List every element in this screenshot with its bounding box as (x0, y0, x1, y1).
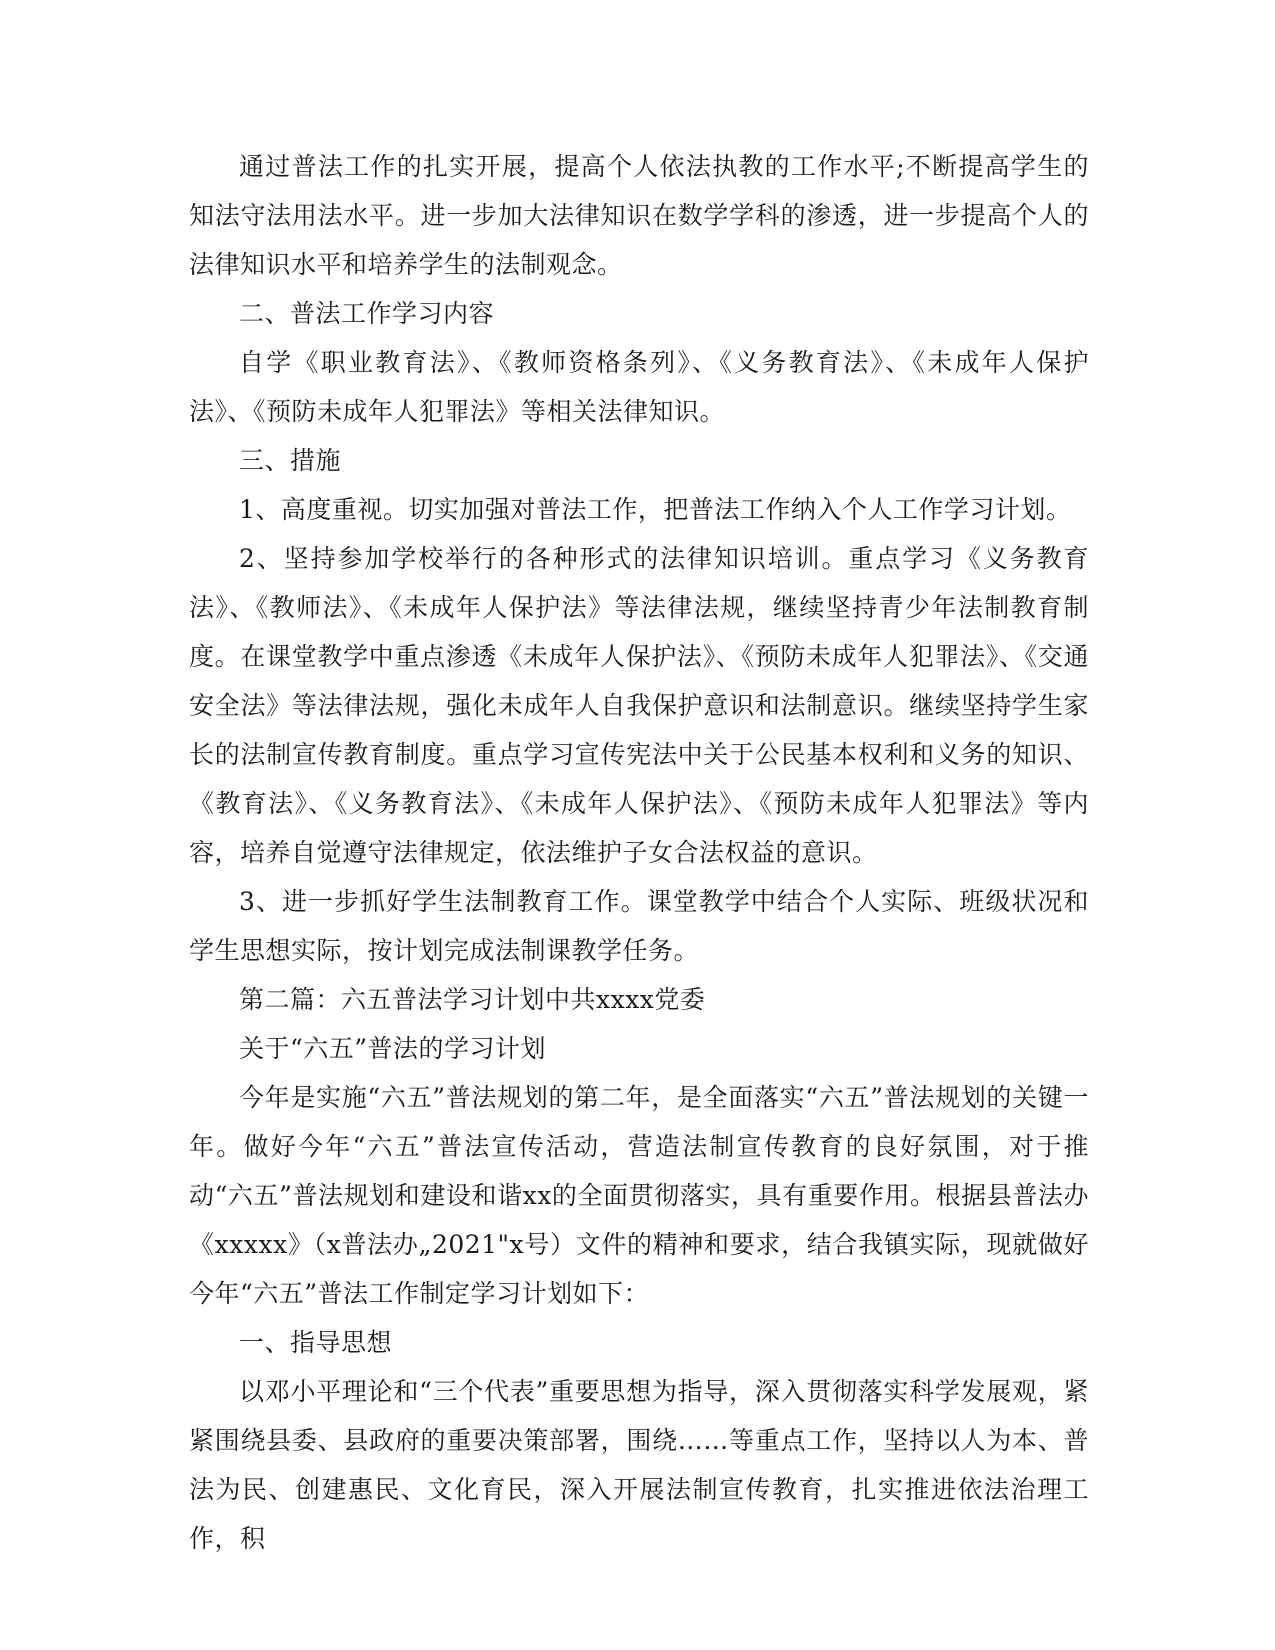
paragraph-guiding-ideology: 以邓小平理论和“三个代表”重要思想为指导，深入贯彻落实科学发展观，紧紧围绕县委、县政府的重要决策部署，围绕……等重点工作，坚持以人为本、普法为民、创建惠民、文化育民，深入开展法制宣传教育，扎实推进依法治理工作，积 (189, 1377, 1089, 1553)
paragraph-goal: 通过普法工作的扎实开展，提高个人依法执教的工作水平;不断提高学生的知法守法用法水平。进一步加大法律知识在数学学科的渗透，进一步提高个人的法律知识水平和培养学生的法制观念。 (189, 152, 1089, 279)
heading-guiding-ideology: 一、指导思想 (239, 1328, 393, 1357)
document-body (189, 142, 1089, 1563)
plan-title: 关于“六五”普法的学习计划 (239, 1034, 547, 1063)
paragraph-measure-3: 3、进一步抓好学生法制教育工作。课堂教学中结合个人实际、班级状况和学生思想实际，按计划完成法制课教学任务。 (189, 887, 1089, 965)
heading-study-content: 二、普法工作学习内容 (239, 299, 495, 328)
paragraph-study-content: 自学《职业教育法》、《教师资格条列》、《义务教育法》、《未成年人保护法》、《预防未成年人犯罪法》等相关法律知识。 (189, 348, 1089, 426)
paragraph-intro: 今年是实施“六五”普法规划的第二年，是全面落实“六五”普法规划的关键一年。做好今年“六五”普法宣传活动，营造法制宣传教育的良好氛围，对于推动“六五”普法规划和建设和谐xx的全面贯彻落实，具有重要作用。根据县普法办《xxxxx》（x普法办„2021"x号）文件的精神和要求，结合我镇实际，现就做好今年“六五”普法工作制定学习计划如下： (189, 1083, 1089, 1308)
section-title: 第二篇：六五普法学习计划中共xxxx党委 (239, 985, 706, 1014)
paragraph-measure-2: 2、坚持参加学校举行的各种形式的法律知识培训。重点学习《义务教育法》、《教师法》、《未成年人保护法》等法律法规，继续坚持青少年法制教育制度。在课堂教学中重点渗透《未成年人保护法》、《预防未成年人犯罪法》、《交通安全法》等法律法规，强化未成年人自我保护意识和法制意识。继续坚持学生家长的法制宣传教育制度。重点学习宣传宪法中关于公民基本权利和义务的知识、《教育法》、《义务教育法》、《未成年人保护法》、《预防未成年人犯罪法》等内容，培养自觉遵守法律规定，依法维护子女合法权益的意识。 (189, 544, 1089, 867)
heading-measures: 三、措施 (239, 446, 342, 475)
paragraph-measure-1: 1、高度重视。切实加强对普法工作，把普法工作纳入个人工作学习计划。 (239, 495, 1072, 524)
